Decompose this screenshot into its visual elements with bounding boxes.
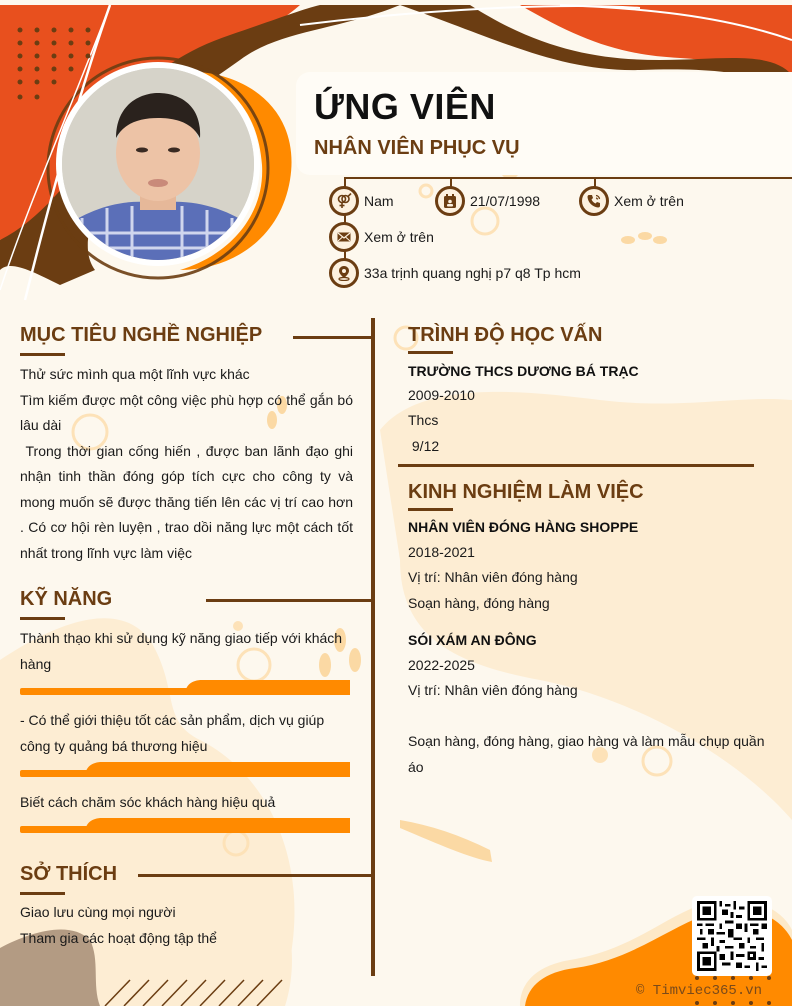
address-value: 33a trịnh quang nghị p7 q8 Tp hcm bbox=[364, 265, 581, 281]
copyright-text: © Timviec365.vn bbox=[636, 983, 763, 999]
gender-value: Nam bbox=[364, 193, 394, 209]
experience-description-text: Soạn hàng, đóng hàng, giao hàng và làm mẫu chụp quần áo bbox=[408, 733, 769, 775]
experience-title: KINH NGHIỆM LÀM VIỆC bbox=[408, 481, 644, 503]
avatar-frame bbox=[56, 62, 260, 266]
title-underline bbox=[408, 351, 453, 354]
skill-level-bar bbox=[20, 762, 350, 777]
title-underline bbox=[20, 892, 65, 895]
education-title: TRÌNH ĐỘ HỌC VẤN bbox=[408, 324, 603, 346]
objective-line: Thử sức mình qua một lĩnh vực khác bbox=[20, 366, 250, 382]
section-divider bbox=[398, 464, 754, 467]
company-name: NHÂN VIÊN ĐÓNG HÀNG SHOPPE bbox=[408, 519, 639, 535]
objective-text bbox=[20, 362, 357, 566]
company-name: SÓI XÁM AN ĐÔNG bbox=[408, 632, 537, 648]
title-connector-line bbox=[206, 599, 373, 602]
info-gender bbox=[329, 186, 394, 216]
info-email bbox=[329, 222, 434, 252]
title-underline bbox=[408, 508, 453, 511]
location-pin-icon bbox=[329, 258, 359, 288]
skill-level-bar bbox=[20, 818, 350, 833]
education-level: Thcs bbox=[408, 412, 439, 428]
calendar-icon bbox=[435, 186, 465, 216]
info-address bbox=[329, 258, 581, 288]
info-birthday bbox=[435, 186, 540, 216]
experience-position: Vị trí: Nhân viên đóng hàng bbox=[408, 682, 578, 698]
experience-position: Vị trí: Nhân viên đóng hàng bbox=[408, 569, 578, 585]
skill-item: Thành thạo khi sử dụng kỹ năng giao tiếp với khách hàng bbox=[20, 630, 343, 672]
page-margin bbox=[792, 0, 800, 1006]
experience-description: Soạn hàng, đóng hàng bbox=[408, 595, 550, 611]
skill-level-bar bbox=[20, 680, 350, 695]
gender-icon bbox=[329, 186, 359, 216]
title-underline bbox=[20, 353, 65, 356]
candidate-name: ỨNG VIÊN bbox=[314, 86, 496, 127]
info-phone bbox=[579, 186, 684, 216]
phone-value: Xem ở trên bbox=[614, 193, 684, 209]
objective-title: MỤC TIÊU NGHỀ NGHIỆP bbox=[20, 324, 263, 346]
education-period: 2009-2010 bbox=[408, 387, 475, 403]
experience-period: 2018-2021 bbox=[408, 544, 475, 560]
person-photo-icon bbox=[62, 68, 254, 260]
hobby-item: Giao lưu cùng mọi người bbox=[20, 904, 176, 920]
skill-item: Biết cách chăm sóc khách hàng hiệu quả bbox=[20, 794, 276, 810]
title-underline bbox=[20, 617, 65, 620]
info-connector-line bbox=[344, 177, 792, 179]
column-divider bbox=[371, 318, 375, 976]
birthday-value: 21/07/1998 bbox=[470, 193, 541, 209]
skill-item: - Có thể giới thiệu tốt các sản phẩm, dịch vụ giúp công ty quảng bá thương hiệu bbox=[20, 712, 325, 754]
skills-title: KỸ NĂNG bbox=[20, 588, 113, 610]
email-icon bbox=[329, 222, 359, 252]
avatar bbox=[62, 68, 254, 260]
phone-icon bbox=[579, 186, 609, 216]
hobbies-list bbox=[20, 900, 350, 951]
hobbies-title: SỞ THÍCH bbox=[20, 863, 118, 885]
education-detail: 9/12 bbox=[408, 438, 440, 454]
objective-line: Tìm kiếm được một công việc phù hợp có thể gắn bó lâu dài bbox=[20, 391, 357, 433]
title-connector-line bbox=[138, 874, 373, 877]
hobby-item: Tham gia các hoạt động tập thể bbox=[20, 929, 217, 946]
title-connector-line bbox=[293, 336, 373, 339]
school-name: TRƯỜNG THCS DƯƠNG BÁ TRẠC bbox=[408, 363, 639, 379]
experience-period: 2022-2025 bbox=[408, 657, 475, 673]
qr-code-icon bbox=[697, 901, 767, 971]
job-title: NHÂN VIÊN PHỤC VỤ bbox=[314, 137, 520, 159]
email-value: Xem ở trên bbox=[364, 229, 434, 245]
objective-line: Trong thời gian cống hiến , được ban lãnh đạo ghi nhận tinh thần đóng góp tích cực cho công ty và mong muốn sẽ được thăng tiến lên các vị trí cao hơn . Có cơ hội rèn luyện , trao dồi năng lực một cách tốt nhất trong lĩnh vực làm việc bbox=[20, 442, 357, 561]
experience-description bbox=[408, 729, 773, 780]
qr-code bbox=[692, 896, 772, 976]
